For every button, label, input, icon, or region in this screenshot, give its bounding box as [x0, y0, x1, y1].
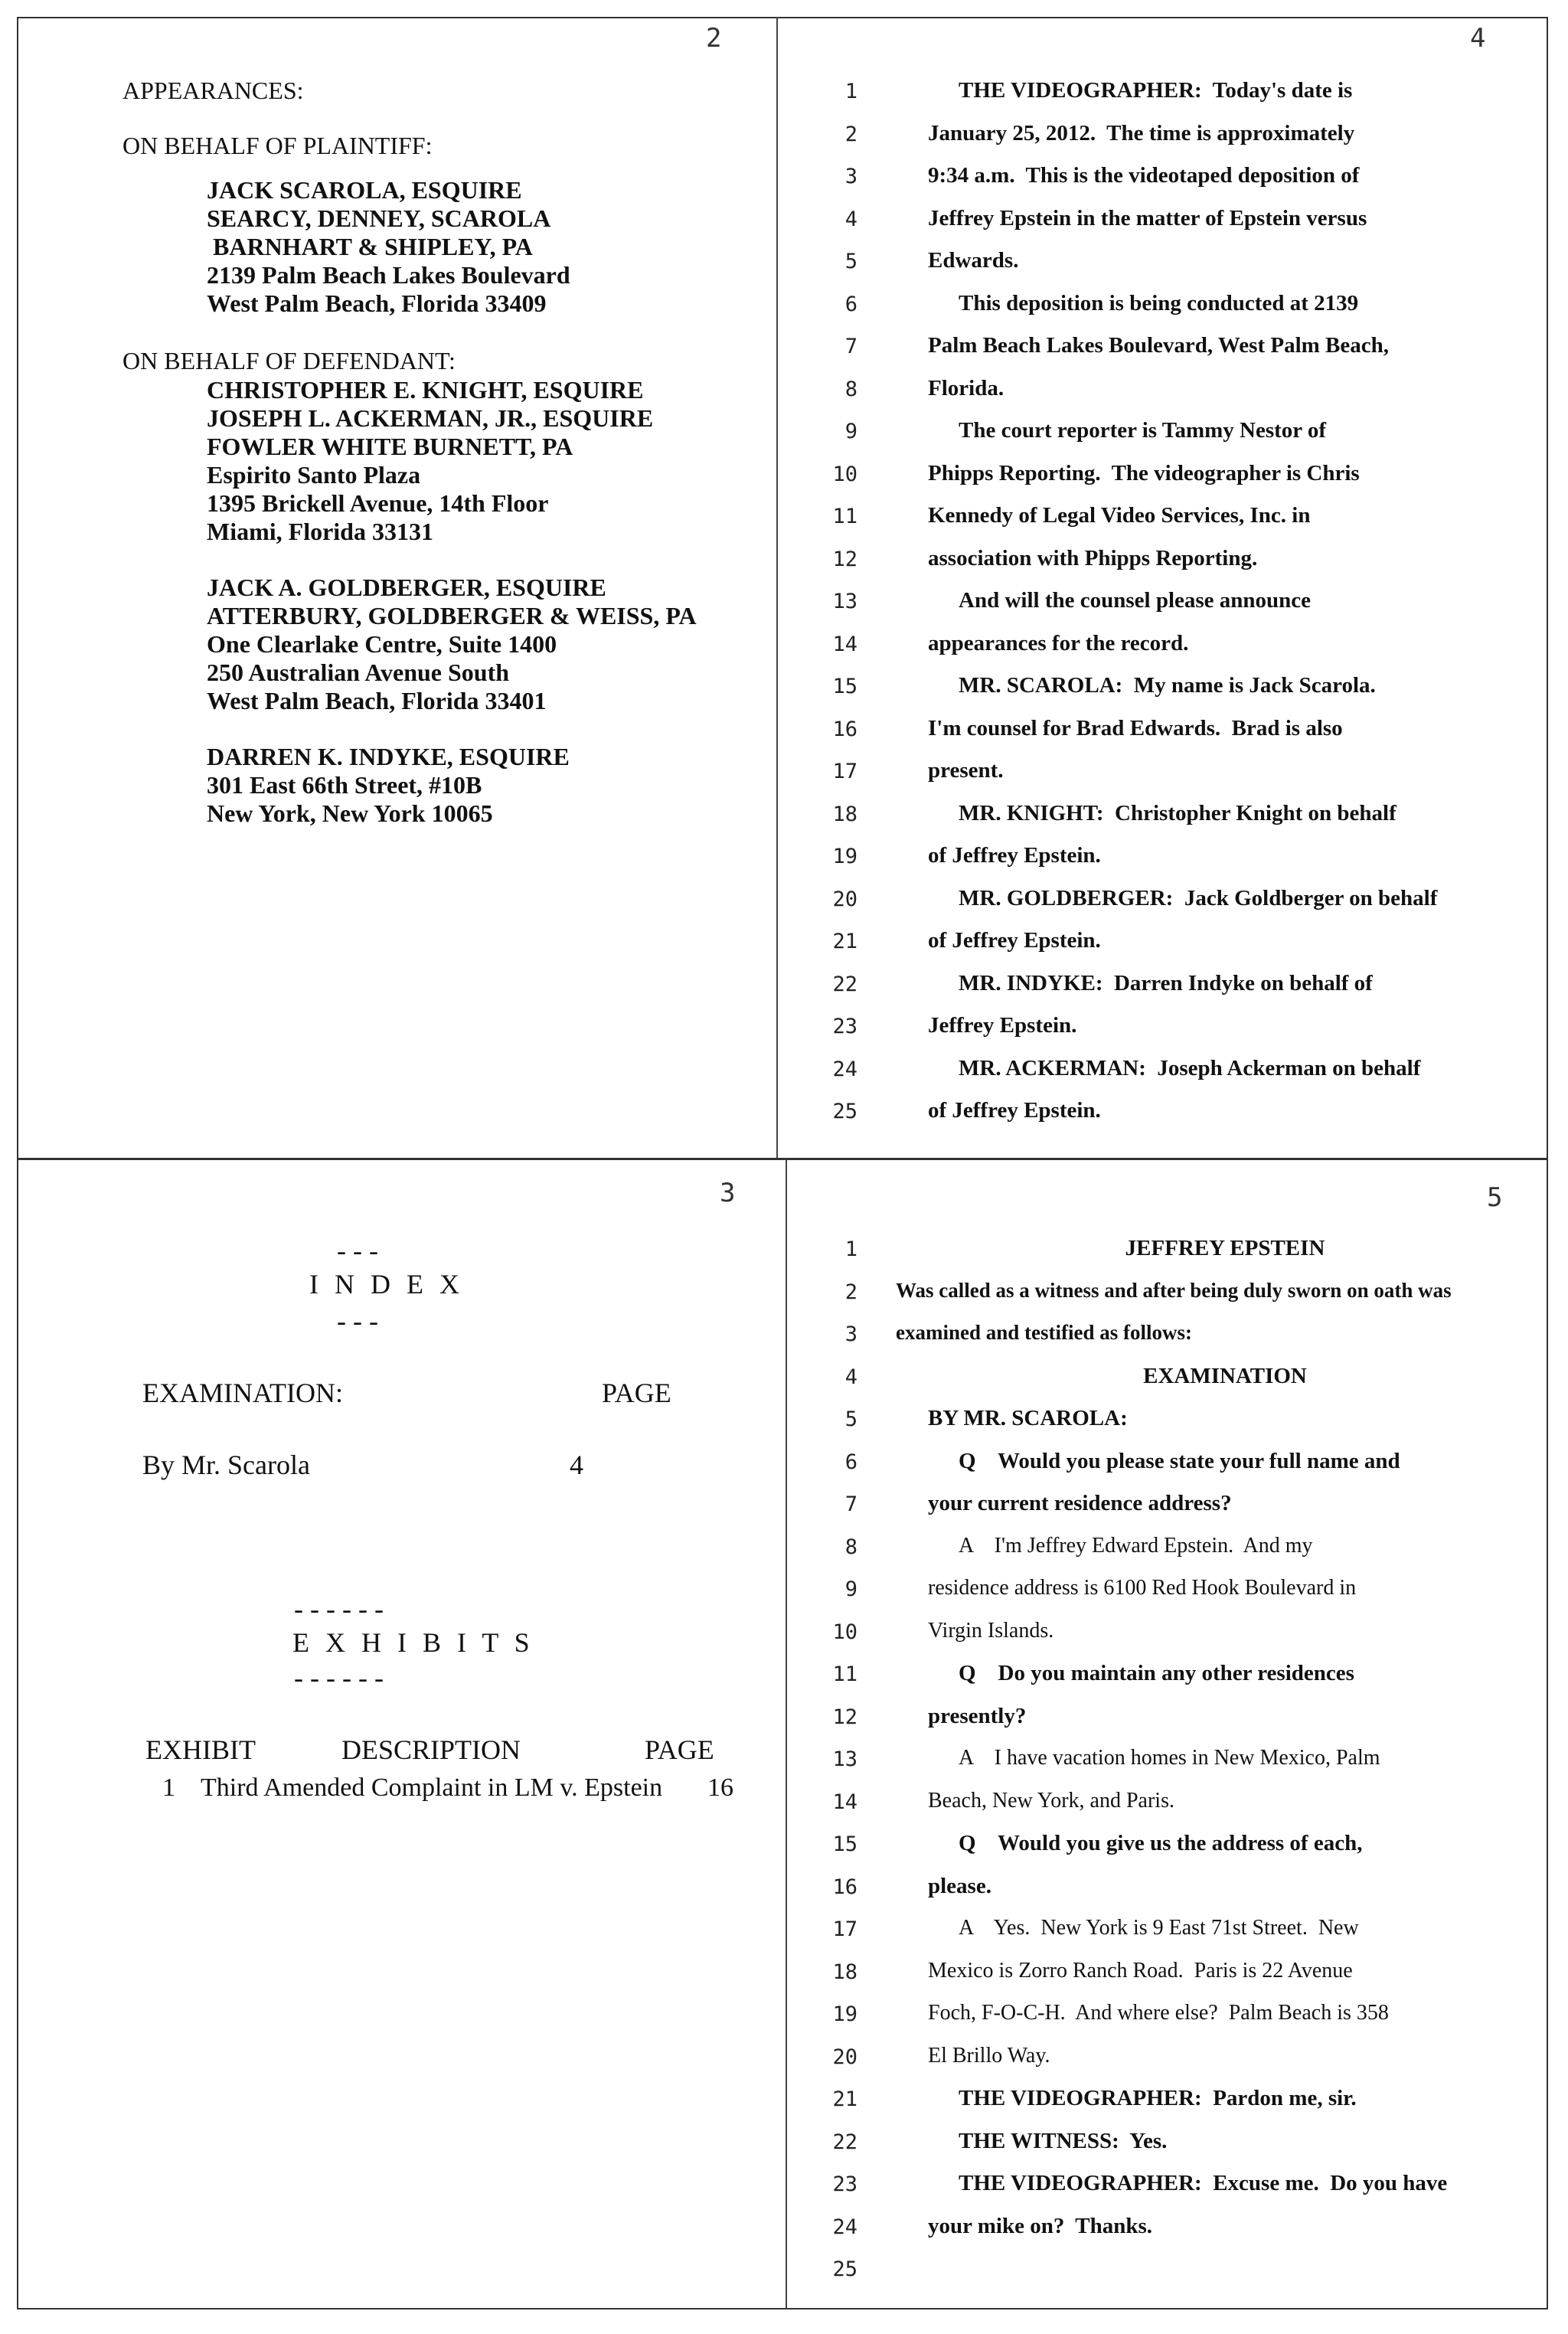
counsel-line: One Clearlake Centre, Suite 1400	[207, 630, 557, 658]
index-dashes-bottom: - - -	[337, 1306, 378, 1336]
transcript-line	[796, 1051, 1531, 1094]
line-text: of Jeffrey Epstein.	[928, 928, 1101, 953]
counsel-line: West Palm Beach, Florida 33401	[207, 687, 547, 714]
exhibits-title: E X H I B I T S	[292, 1627, 534, 1658]
vertical-divider-bottom	[786, 1159, 787, 2308]
counsel-line: BARNHART & SHIPLEY, PA	[207, 233, 533, 260]
transcript-page-5	[796, 1231, 1531, 2294]
transcript-line	[796, 2251, 1531, 2294]
line-number: 23	[832, 2172, 858, 2196]
page-number-4: 4	[1470, 23, 1486, 54]
line-number: 2	[844, 122, 858, 146]
transcript-line	[796, 1008, 1531, 1051]
transcript-line	[796, 541, 1531, 584]
transcript-line	[796, 244, 1531, 286]
line-text: THE VIDEOGRAPHER: Today's date is	[959, 78, 1353, 103]
line-text: Palm Beach Lakes Boulevard, West Palm Beach,	[928, 333, 1390, 358]
transcript-line	[796, 1359, 1531, 1402]
line-text: THE VIDEOGRAPHER: Pardon me, sir.	[959, 2086, 1357, 2110]
transcript-line	[796, 584, 1531, 626]
line-number: 14	[832, 1790, 858, 1814]
counsel-line: 2139 Palm Beach Lakes Boulevard	[207, 261, 570, 289]
line-number: 17	[832, 1917, 858, 1941]
line-number: 7	[844, 335, 858, 358]
line-number: 11	[832, 505, 858, 528]
counsel-line: CHRISTOPHER E. KNIGHT, ESQUIRE	[207, 376, 644, 404]
transcript-page-4	[796, 74, 1531, 1136]
transcript-line	[796, 1614, 1531, 1657]
line-number: 14	[832, 632, 858, 656]
counsel-line: Miami, Florida 33131	[207, 518, 433, 545]
line-number: 2	[844, 1280, 858, 1304]
transcript-line	[796, 796, 1531, 839]
plaintiff-counsel	[122, 176, 781, 318]
line-text: Was called as a witness and after being duly sworn on oath was	[896, 1278, 1452, 1302]
line-number: 5	[844, 250, 858, 273]
line-number: 5	[844, 1407, 858, 1431]
index-title: I N D E X	[309, 1269, 464, 1299]
transcript-line	[796, 1274, 1531, 1317]
line-text: I'm counsel for Brad Edwards. Brad is also	[928, 715, 1343, 740]
line-text: association with Phipps Reporting.	[928, 545, 1258, 570]
transcript-line	[796, 1486, 1531, 1529]
line-number: 9	[844, 420, 858, 443]
counsel-line: New York, New York 10065	[207, 799, 493, 827]
line-text: Q Do you maintain any other residences	[959, 1661, 1354, 1685]
line-text: January 25, 2012. The time is approximately	[928, 120, 1355, 145]
line-text: residence address is 6100 Red Hook Boulevard in	[928, 1576, 1357, 1600]
line-text: A I have vacation homes in New Mexico, Palm	[959, 1746, 1380, 1770]
transcript-line	[796, 711, 1531, 754]
line-number: 1	[844, 80, 858, 103]
defendant-counsel-1	[122, 376, 781, 546]
line-text: A Yes. New York is 9 East 71st Street. New	[959, 1916, 1359, 1940]
exhibit-number: 1	[162, 1773, 175, 1802]
line-text: EXAMINATION	[1143, 1363, 1307, 1388]
line-text: MR. SCAROLA: My name is Jack Scarola.	[959, 673, 1376, 698]
line-number: 15	[832, 675, 858, 698]
examination-label: EXAMINATION:	[142, 1378, 343, 1408]
transcript-line	[796, 1231, 1531, 1274]
line-text: Jeffrey Epstein in the matter of Epstein versus	[928, 205, 1367, 230]
line-text: Foch, F-O-C-H. And where else? Palm Beach is 358	[928, 2001, 1389, 2025]
line-text: El Brillo Way.	[928, 2043, 1050, 2068]
transcript-line	[796, 1826, 1531, 1869]
line-number: 22	[832, 972, 858, 996]
line-number: 24	[832, 2215, 858, 2239]
line-number: 22	[832, 2130, 858, 2154]
transcript-line	[796, 456, 1531, 499]
transcript-line	[796, 1699, 1531, 1742]
counsel-line: JACK SCAROLA, ESQUIRE	[207, 176, 522, 204]
counsel-line: JACK A. GOLDBERGER, ESQUIRE	[207, 574, 606, 601]
line-number: 8	[844, 1535, 858, 1559]
description-column-header: DESCRIPTION	[341, 1734, 521, 1765]
line-text: appearances for the record.	[928, 630, 1189, 655]
exhibits-dashes-bottom: - - - - - -	[294, 1662, 384, 1693]
transcript-line	[796, 1316, 1531, 1359]
line-number: 13	[832, 590, 858, 613]
line-text: presently?	[928, 1703, 1027, 1728]
transcript-line	[796, 74, 1531, 116]
transcript-line	[796, 2124, 1531, 2167]
line-text: Q Would you give us the address of each,	[959, 1831, 1363, 1855]
line-number: 10	[832, 1620, 858, 1644]
line-text: THE VIDEOGRAPHER: Excuse me. Do you have	[959, 2171, 1448, 2195]
line-number: 19	[832, 2002, 858, 2026]
counsel-line: JOSEPH L. ACKERMAN, JR., ESQUIRE	[207, 404, 654, 432]
transcript-line	[796, 499, 1531, 541]
line-number: 24	[832, 1057, 858, 1081]
line-number: 10	[832, 462, 858, 486]
counsel-line: ATTERBURY, GOLDBERGER & WEISS, PA	[207, 602, 697, 629]
transcript-line	[796, 966, 1531, 1009]
examination-by: By Mr. Scarola	[142, 1450, 310, 1480]
transcript-line	[796, 286, 1531, 329]
line-text: MR. KNIGHT: Christopher Knight on behalf	[959, 800, 1396, 825]
counsel-line: 1395 Brickell Avenue, 14th Floor	[207, 489, 549, 517]
exhibit-page: 16	[707, 1773, 733, 1802]
line-text: And will the counsel please announce	[959, 588, 1312, 613]
counsel-line: West Palm Beach, Florida 33409	[207, 289, 547, 317]
line-number: 19	[832, 845, 858, 868]
transcript-line	[796, 1656, 1531, 1699]
line-text: MR. GOLDBERGER: Jack Goldberger on behalf	[959, 885, 1438, 910]
line-number: 3	[844, 1322, 858, 1346]
line-text: of Jeffrey Epstein.	[928, 843, 1101, 868]
line-text: Florida.	[928, 375, 1004, 400]
transcript-line	[796, 1869, 1531, 1912]
line-number: 16	[832, 1875, 858, 1899]
line-number: 23	[832, 1015, 858, 1038]
transcript-line	[796, 1401, 1531, 1444]
examination-page-label: PAGE	[602, 1378, 671, 1408]
line-number: 8	[844, 377, 858, 401]
transcript-line	[796, 626, 1531, 669]
line-text: examined and testified as follows:	[896, 1321, 1192, 1344]
appearances-block	[122, 75, 781, 828]
line-number: 4	[844, 207, 858, 231]
transcript-line	[796, 414, 1531, 456]
line-number: 13	[832, 1747, 858, 1771]
transcript-line	[796, 1444, 1531, 1487]
line-number: 6	[844, 1450, 858, 1474]
counsel-line: 301 East 66th Street, #10B	[207, 771, 482, 799]
counsel-line: DARREN K. INDYKE, ESQUIRE	[207, 743, 570, 770]
line-number: 25	[832, 1100, 858, 1123]
transcript-line	[796, 1954, 1531, 1997]
line-text: Virgin Islands.	[928, 1618, 1054, 1643]
transcript-line	[796, 2039, 1531, 2082]
line-number: 20	[832, 2045, 858, 2069]
counsel-line: Espirito Santo Plaza	[207, 461, 421, 489]
line-number: 18	[832, 802, 858, 826]
transcript-line	[796, 1529, 1531, 1572]
transcript-line	[796, 1911, 1531, 1954]
line-text: of Jeffrey Epstein.	[928, 1098, 1101, 1123]
exhibit-column-header: EXHIBIT	[145, 1734, 256, 1765]
defendant-header: ON BEHALF OF DEFENDANT:	[122, 347, 456, 374]
line-text: MR. INDYKE: Darren Indyke on behalf of	[959, 970, 1373, 995]
transcript-line	[796, 2081, 1531, 2124]
line-text: This deposition is being conducted at 2139	[959, 290, 1359, 315]
transcript-line	[796, 1741, 1531, 1784]
line-text: BY MR. SCAROLA:	[928, 1406, 1128, 1430]
transcript-line	[796, 923, 1531, 966]
line-text: your mike on? Thanks.	[928, 2213, 1153, 2238]
counsel-line: 250 Australian Avenue South	[207, 659, 510, 686]
exhibit-page-column-header: PAGE	[645, 1734, 714, 1765]
line-number: 18	[832, 1960, 858, 1984]
page-number-3: 3	[720, 1178, 736, 1208]
line-text: JEFFREY EPSTEIN	[1125, 1236, 1325, 1260]
transcript-line	[796, 371, 1531, 414]
line-text: MR. ACKERMAN: Joseph Ackerman on behalf	[959, 1055, 1421, 1080]
line-number: 4	[844, 1365, 858, 1389]
transcript-line	[796, 753, 1531, 796]
exhibit-description: Third Amended Complaint in LM v. Epstein	[201, 1773, 663, 1802]
line-text: Phipps Reporting. The videographer is Chris	[928, 460, 1360, 485]
horizontal-divider	[17, 1158, 1548, 1160]
line-text: Beach, New York, and Paris.	[928, 1788, 1174, 1813]
examination-page: 4	[570, 1450, 583, 1480]
transcript-line	[796, 881, 1531, 924]
line-text: please.	[928, 1873, 991, 1898]
line-number: 6	[844, 292, 858, 316]
line-number: 25	[832, 2257, 858, 2281]
transcript-line	[796, 838, 1531, 881]
line-number: 12	[832, 1705, 858, 1729]
transcript-line	[796, 1996, 1531, 2039]
line-text: Mexico is Zorro Ranch Road. Paris is 22 Avenue	[928, 1958, 1353, 1983]
line-text: THE WITNESS: Yes.	[959, 2128, 1168, 2153]
defendant-counsel-3	[122, 743, 781, 828]
line-number: 7	[844, 1492, 858, 1516]
transcript-line	[796, 116, 1531, 159]
line-text: your current residence address?	[928, 1491, 1232, 1515]
line-number: 11	[832, 1662, 858, 1686]
exhibits-dashes-top: - - - - - -	[294, 1594, 384, 1624]
line-number: 15	[832, 1832, 858, 1856]
line-text: Q Would you please state your full name and	[959, 1448, 1400, 1473]
index-dashes-top: - - -	[337, 1235, 378, 1266]
transcript-line	[796, 2209, 1531, 2252]
line-number: 1	[844, 1237, 858, 1261]
line-number: 21	[832, 930, 858, 953]
appearances-title: APPEARANCES:	[122, 77, 304, 104]
line-number: 9	[844, 1577, 858, 1601]
line-number: 21	[832, 2087, 858, 2111]
counsel-line: FOWLER WHITE BURNETT, PA	[207, 433, 573, 460]
line-text: A I'm Jeffrey Edward Epstein. And my	[959, 1533, 1313, 1558]
line-number: 12	[832, 547, 858, 571]
line-number: 3	[844, 165, 858, 188]
transcript-line	[796, 329, 1531, 371]
transcript-line	[796, 1093, 1531, 1136]
line-text: Kennedy of Legal Video Services, Inc. in	[928, 503, 1311, 528]
defendant-counsel-2	[122, 574, 781, 715]
line-text: 9:34 a.m. This is the videotaped deposition of	[928, 163, 1360, 188]
line-text: present.	[928, 758, 1004, 783]
counsel-line: SEARCY, DENNEY, SCAROLA	[207, 204, 551, 232]
transcript-line	[796, 668, 1531, 711]
transcript-line	[796, 1571, 1531, 1614]
page-number-5: 5	[1487, 1182, 1503, 1213]
transcript-line	[796, 1784, 1531, 1827]
line-number: 17	[832, 760, 858, 783]
line-text: Edwards.	[928, 248, 1019, 273]
line-text: The court reporter is Tammy Nestor of	[959, 418, 1327, 443]
transcript-line	[796, 201, 1531, 244]
line-number: 16	[832, 717, 858, 741]
transcript-line	[796, 2166, 1531, 2209]
page-number-2: 2	[706, 23, 722, 54]
transcript-line	[796, 159, 1531, 201]
plaintiff-header: ON BEHALF OF PLAINTIFF:	[122, 132, 433, 159]
line-text: Jeffrey Epstein.	[928, 1013, 1077, 1038]
line-number: 20	[832, 887, 858, 911]
